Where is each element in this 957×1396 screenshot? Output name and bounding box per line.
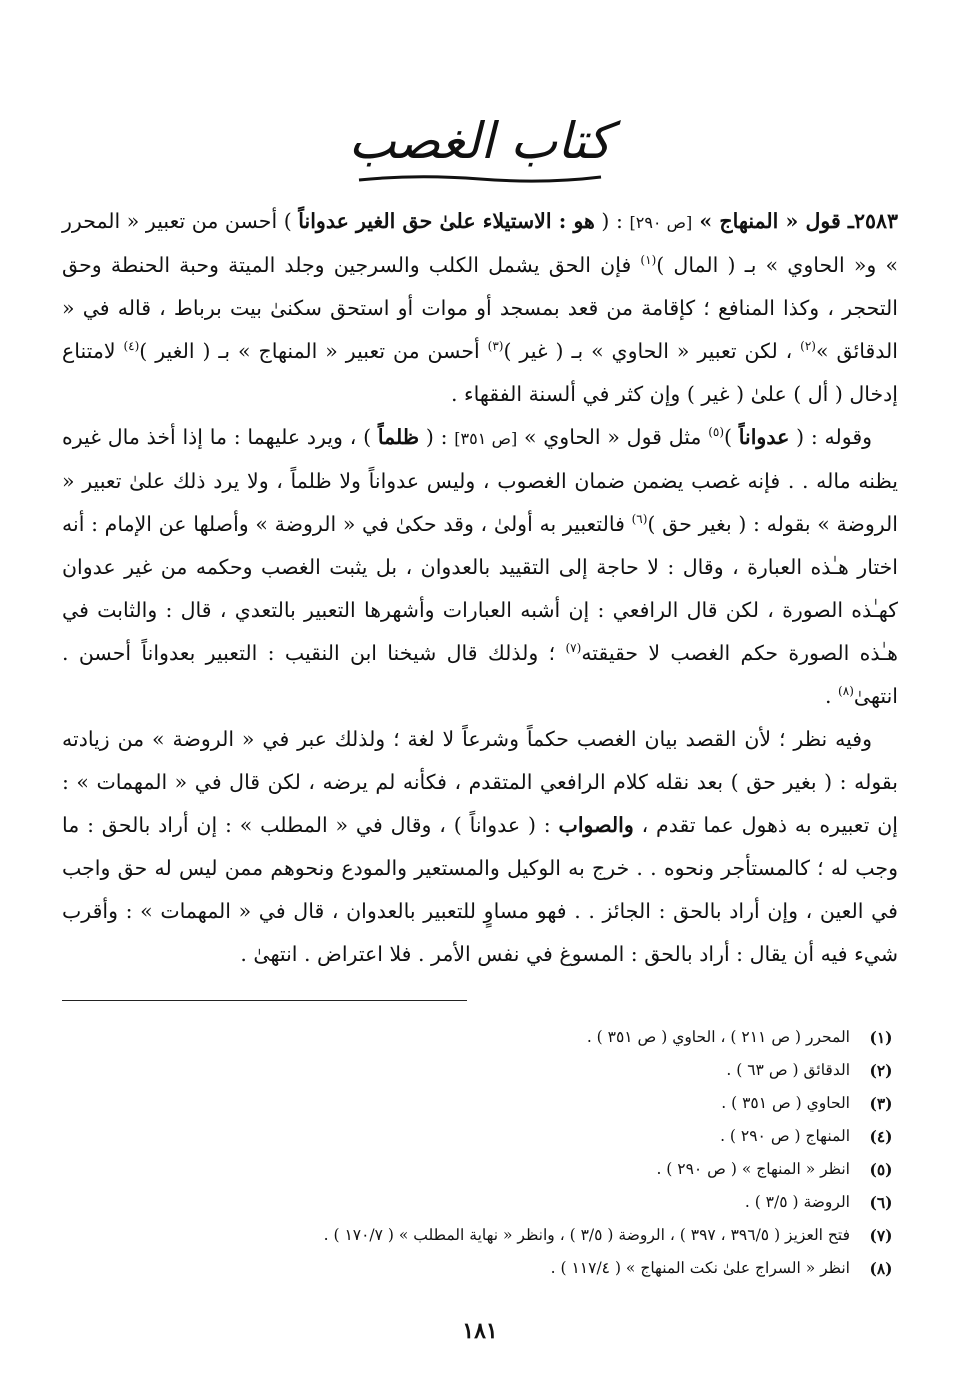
footnote-2: (٢) الدقائق ( ص ٦٣ ) . [726, 1061, 893, 1080]
text-run: : ( عدواناً ) ، وقال في « المطلب » : إن أراد بالحق : ما وجب له ؛ كالمستأجر ونحوه . . خرج به الوكيل والمستعير والمودع ونحوهم ممن ليس له حق واجب في العين ، وإن أراد بالحق : الجائز . . فهو مساوٍ للتعبير بالعدوان ، قال في « المهمات » : وأقرب شيء فيه أن يقال : أراد بالحق : المسوغ في نفس الأمر . فلا اعتراض . انتهىٰ . [62, 813, 898, 966]
footnote-5: (٥) انظر « المنهاج » ( ص ٢٩٠ ) . [656, 1160, 893, 1179]
chapter-title: كتاب الغصب [348, 112, 612, 170]
footnote-ref[interactable]: (٣) [487, 339, 504, 354]
text-run: ) ، ويرد عليهما : ما إذا أخذ مال غيره يظنه ماله . . فإنه غصب يضمن ضمان الغصوب ، وليس عدواناً ولا ظلماً ، ولا يرد ذلك علىٰ تعبير « الروضة » بقوله : ( بغير حق ) [62, 425, 898, 536]
text-run: . [825, 684, 839, 708]
issue-number-lead: ٢٥٨٣ـ قول « المنهاج » [692, 209, 898, 233]
text-run: وقوله : ( [789, 425, 873, 449]
title-flourish-decoration [357, 172, 603, 186]
footnote-ref[interactable]: (٨) [838, 684, 854, 699]
footnote-ref[interactable]: (٦) [631, 512, 648, 527]
footnote-3: (٣) الحاوي ( ص ٣٥١ ) . [721, 1094, 893, 1113]
footnote-ref[interactable]: (٧) [565, 641, 582, 656]
page-ref: [ص ٣٥١] [454, 429, 518, 448]
text-run: مثل قول « الحاوي » [517, 425, 709, 449]
footnote-divider [62, 1000, 467, 1001]
text-run: لامتناع إدخال ( أل ) علىٰ ( غير ) وإن كثر في ألسنة الفقهاء . [62, 339, 898, 406]
text-run: : ( [419, 425, 455, 449]
paragraph-2 [62, 416, 898, 718]
footnote-ref[interactable]: (٤) [123, 339, 140, 354]
text-run: فإن الحق يشمل الكلب والسرجين وجلد الميتة وحبة الحنطة وحق التحجر ، وكذا المنافع ؛ كإقامة من قعد بمسجد أو موات أو استحق سكنىٰ بيت برباط ، قاله في « الدقائق » [62, 253, 898, 363]
footnote-7: (٧) فتح العزيز ( ٣٩٦/٥ ، ٣٩٧ ) ، الروضة ( ٣/٥ ) ، وانظر « نهاية المطلب » ( ١٧٠/٧ ) . [323, 1226, 893, 1245]
footnote-8: (٨) انظر « السراج علىٰ نكت المنهاج » ( ١١٧/٤ ) . [550, 1259, 893, 1278]
text-run: أحسن من تعبير « المنهاج » بـ ( الغير ) [139, 339, 488, 363]
text-run: ، لكن تعبير « الحاوي » بـ ( غير ) [503, 339, 801, 363]
main-text [62, 200, 898, 976]
paragraph-3 [62, 718, 898, 976]
footnote-ref[interactable]: (١) [640, 253, 657, 268]
footnote-4: (٤) المنهاج ( ص ٢٩٠ ) . [720, 1127, 893, 1146]
text-run: ؛ ولذلك قال شيخنا ابن النقيب : التعبير بعدواناً أحسن . انتهىٰ [62, 641, 898, 708]
footnotes-list [62, 1021, 898, 1285]
quoted-matn: عدواناً [738, 425, 790, 449]
text-run: وفيه نظر ؛ لأن القصد بيان الغصب حكماً وشرعاً لا لغة ؛ ولذلك عبر في « الروضة » من زيادته بقوله : ( بغير حق ) بعد نقله كلام الرافعي المتقدم ، فكأنه لم يرضه ، لكن قال في « المهمات » : إن تعبيره به ذهول عما تقدم ، [62, 727, 898, 837]
text-run: ) [724, 425, 739, 449]
footnote-ref[interactable]: (٢) [800, 339, 816, 354]
paragraph-1 [62, 200, 898, 416]
quoted-matn: ظلماً [377, 425, 420, 449]
footnote-1: (١) المحرر ( ص ٢١١ ) ، الحاوي ( ص ٣٥١ ) . [586, 1028, 893, 1047]
emphasis-word: والصواب [558, 813, 634, 837]
page-number: ١٨١ [462, 1318, 498, 1344]
page-ref: [ص ٢٩٠] [629, 213, 693, 232]
footnote-ref[interactable]: (٥) [708, 425, 725, 440]
quoted-matn: هو : الاستيلاء علىٰ حق الغير عدواناً [298, 209, 595, 233]
footnote-6: (٦) الروضة ( ٣/٥ ) . [744, 1193, 893, 1212]
text-run: ) أحسن من تعبير « المحرر » و« الحاوي » بـ ( المال ) [62, 209, 898, 277]
text-run: : ( [594, 209, 630, 233]
text-run: فالتعبير به أولىٰ ، وقد حكىٰ في « الروضة » وأصلها عن الإمام : أنه اختار هـٰذه العبارة ، وقال : لا حاجة إلى التقييد بالعدوان ، بل يثبت الغصب وحكمه من غير عدوان كهـٰذه الصورة ، لكن قال الرافعي : إن أشبه العبارات وأشهرها التعبير بالتعدي ، قال : والثابت في هـٰذه الصورة حكم الغصب لا حقيقته [62, 512, 898, 665]
